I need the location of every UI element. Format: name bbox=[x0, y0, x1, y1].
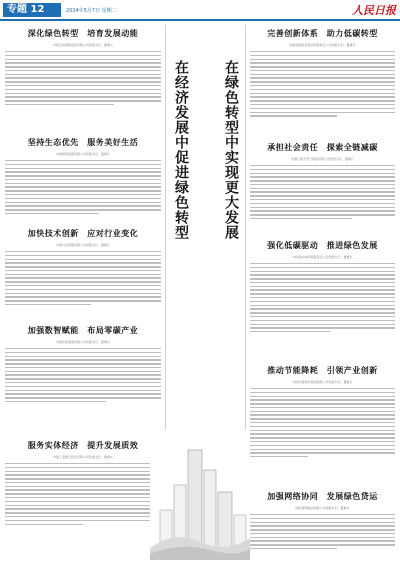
article-heading: 承担社会责任 探索全链减碳 bbox=[267, 142, 378, 152]
article-heading: 推动节能降耗 引领产业创新 bbox=[267, 365, 378, 375]
article-byline: 国家管网集团有限公司党组书记、董事长 bbox=[295, 506, 350, 510]
newspaper-logo: 人民日报 bbox=[352, 4, 396, 17]
article-byline: 中国石油天然气集团有限公司党组书记、董事长 bbox=[290, 157, 354, 161]
section-tag: 专题 12 bbox=[3, 3, 61, 17]
article-heading: 服务实体经济 提升发展质效 bbox=[27, 440, 139, 450]
header-rule bbox=[0, 19, 400, 21]
article-left-3 bbox=[5, 228, 161, 308]
article-right-5 bbox=[250, 491, 395, 552]
article-heading: 坚持生态优先 服务美好生活 bbox=[27, 137, 139, 147]
title-line-1: 在绿色转型中实现更大发展 bbox=[223, 60, 239, 240]
article-byline: 中国南方电网有限责任公司党组书记、董事长 bbox=[292, 255, 353, 259]
article-body bbox=[250, 388, 395, 457]
article-body bbox=[250, 51, 395, 117]
article-body bbox=[5, 160, 161, 214]
article-byline: 中国交通建设集团有限公司党委书记、董事长 bbox=[292, 380, 353, 384]
article-heading: 加强网络协同 发展绿色贷运 bbox=[267, 491, 378, 501]
article-heading: 完善创新体系 助力低碳转型 bbox=[267, 28, 378, 38]
article-byline: 中国石化集团有限公司党组书记、董事长 bbox=[55, 243, 110, 247]
article-body bbox=[5, 348, 161, 402]
article-heading: 加快技术创新 应对行业变化 bbox=[27, 228, 139, 238]
article-body bbox=[250, 514, 395, 549]
page-title bbox=[170, 60, 240, 260]
article-left-5 bbox=[5, 440, 161, 527]
article-heading: 深化绿色转型 培育发展动能 bbox=[27, 28, 139, 38]
article-body bbox=[5, 251, 161, 305]
article-body bbox=[250, 263, 395, 332]
article-body bbox=[5, 51, 161, 105]
article-byline: 中国华能集团有限公司党组书记、董事长 bbox=[55, 340, 110, 344]
article-heading: 强化低碳驱动 推进绿色发展 bbox=[267, 240, 378, 250]
masthead bbox=[0, 0, 400, 20]
article-right-4 bbox=[250, 365, 395, 460]
article-byline: 中国宝武钢铁集团有限公司党委书记、董事长 bbox=[52, 43, 113, 47]
article-heading: 加强数智赋能 布局零碳产业 bbox=[27, 325, 139, 335]
article-left-1 bbox=[5, 28, 161, 108]
article-right-3 bbox=[250, 240, 395, 335]
issue-date: 2024年5月7日 星期二 bbox=[66, 8, 117, 14]
article-left-2 bbox=[5, 137, 161, 217]
article-byline: 国家能源投资集团有限责任公司党组书记、董事长 bbox=[289, 43, 356, 47]
article-byline: 中国建筑集团有限公司党组书记、董事长 bbox=[55, 152, 110, 156]
title-line-2: 在经济发展中促进绿色转型 bbox=[173, 60, 189, 240]
city-skyline-illustration bbox=[150, 430, 250, 560]
article-body bbox=[5, 463, 161, 525]
article-right-2 bbox=[250, 142, 395, 222]
article-byline: 中国工商银行股份有限公司党委书记、董事长 bbox=[52, 455, 113, 459]
article-right-1 bbox=[250, 28, 395, 119]
article-left-4 bbox=[5, 325, 161, 405]
article-body bbox=[250, 165, 395, 219]
